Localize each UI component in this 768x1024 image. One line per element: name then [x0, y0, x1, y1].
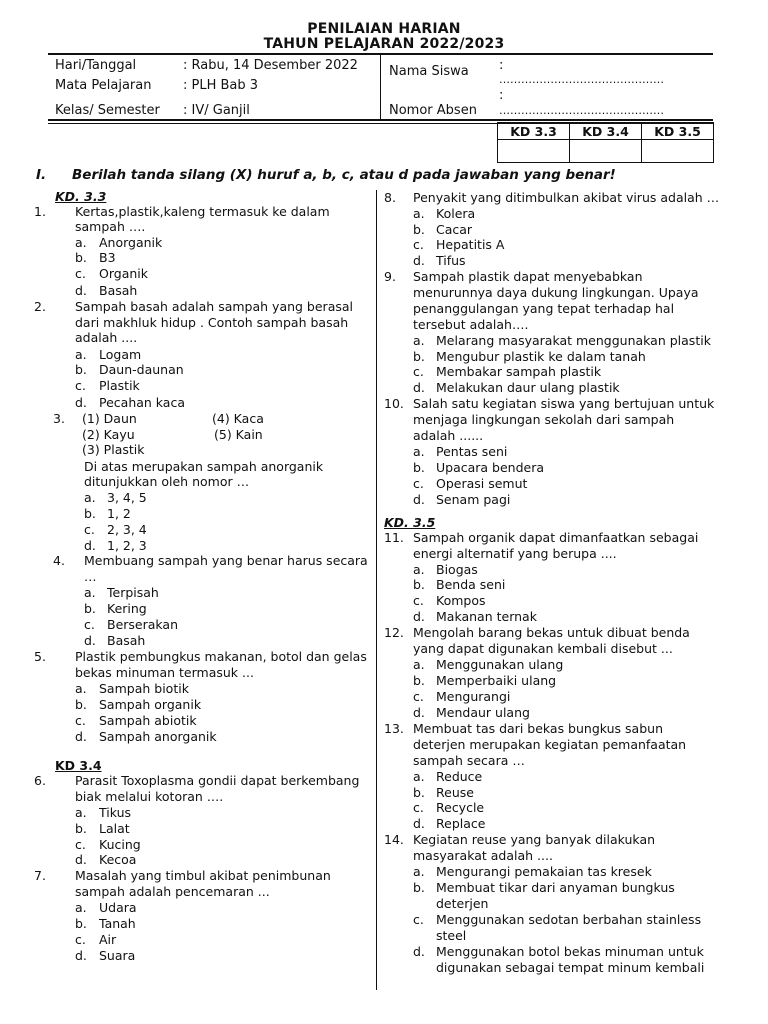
q3-item: (4) Kaca	[212, 411, 264, 426]
q10-option-label[interactable]: b.	[413, 460, 425, 475]
q6-option[interactable]: Kucing	[99, 837, 141, 852]
q7-option[interactable]: Air	[99, 932, 117, 947]
q13-option-label[interactable]: d.	[413, 816, 425, 831]
q1-option[interactable]: Anorganik	[99, 235, 163, 250]
q14-option[interactable]: Membuat tikar dari anyaman bungkus	[436, 880, 675, 895]
instruction	[36, 167, 616, 183]
q10-option[interactable]: Upacara bendera	[436, 460, 545, 475]
q4-text: …	[84, 569, 97, 584]
kd-header-3-3: KD 3.3	[498, 123, 570, 140]
q1-option[interactable]: B3	[99, 250, 116, 265]
q5-option[interactable]: Sampah organik	[99, 697, 202, 712]
q13-text: deterjen merupakan kegiatan pemanfaatan	[413, 737, 687, 752]
q13-option[interactable]: Reduce	[436, 769, 483, 784]
q3-option-label[interactable]: d.	[84, 538, 96, 553]
q11-option-label[interactable]: d.	[413, 609, 425, 624]
q12-option[interactable]: Memperbaiki ulang	[436, 673, 557, 688]
q6-option-label[interactable]: b.	[75, 821, 87, 836]
q5-text: Plastik pembungkus makanan, botol dan gelas	[75, 649, 367, 664]
q10-option-label[interactable]: d.	[413, 492, 425, 507]
q9-option-label[interactable]: b.	[413, 349, 425, 364]
q1-text: Kertas,plastik,kaleng termasuk ke dalam	[75, 204, 330, 219]
q3-item: (3) Plastik	[82, 442, 145, 457]
q1-option[interactable]: Basah	[99, 283, 138, 298]
q7-option[interactable]: Tanah	[99, 916, 136, 931]
q3-option[interactable]: 1, 2, 3	[107, 538, 147, 553]
q13-option-label[interactable]: c.	[413, 800, 424, 815]
subject-value: : PLH Bab 3	[183, 78, 259, 93]
q13-option[interactable]: Replace	[436, 816, 486, 831]
q10-option-label[interactable]: c.	[413, 476, 424, 491]
q11-option-label[interactable]: a.	[413, 562, 425, 577]
q2-option[interactable]: Daun-daunan	[99, 362, 184, 377]
q2-option[interactable]: Plastik	[99, 378, 140, 393]
q8-number: 8.	[384, 190, 396, 205]
q12-option[interactable]: Mengurangi	[436, 689, 511, 704]
q8-option-label[interactable]: a.	[413, 206, 425, 221]
absent-number-label: Nomor Absen	[389, 103, 477, 118]
q4-option-label[interactable]: c.	[84, 617, 95, 632]
date-value: : Rabu, 14 Desember 2022	[183, 58, 358, 73]
q2-option-label[interactable]: b.	[75, 362, 87, 377]
q5-text: bekas minuman termasuk ...	[75, 665, 254, 680]
absent-number-field[interactable]: ………………………………………	[499, 104, 664, 117]
kd-header-3-4: KD 3.4	[570, 123, 642, 140]
q3-option-label[interactable]: a.	[84, 490, 96, 505]
q11-option-label[interactable]: b.	[413, 577, 425, 592]
q7-option[interactable]: Udara	[99, 900, 137, 915]
q14-option[interactable]: Menggunakan botol bekas minuman untuk	[436, 944, 704, 959]
q12-option-label[interactable]: c.	[413, 689, 424, 704]
subject-label: Mata Pelajaran	[55, 78, 152, 93]
q10-text: adalah ......	[413, 428, 484, 443]
q1-option-label[interactable]: a.	[75, 235, 87, 250]
q11-option[interactable]: Biogas	[436, 562, 478, 577]
q13-option[interactable]: Recycle	[436, 800, 485, 815]
column-separator	[376, 190, 377, 990]
q8-option-label[interactable]: c.	[413, 237, 424, 252]
date-label: Hari/Tanggal	[55, 58, 137, 73]
q6-option[interactable]: Lalat	[99, 821, 130, 836]
q4-option[interactable]: Basah	[107, 633, 146, 648]
q3-item: (2) Kayu	[82, 427, 135, 442]
q3-option[interactable]: 3, 4, 5	[107, 490, 147, 505]
q2-option-label[interactable]: a.	[75, 347, 87, 362]
kd-score-3-4[interactable]	[570, 140, 642, 163]
q10-text: menjaga lingkungan sekolah dari sampah	[413, 412, 675, 427]
q6-option[interactable]: Tikus	[99, 805, 132, 820]
q9-option[interactable]: Melarang masyarakat menggunakan plastik	[436, 333, 711, 348]
q5-number: 5.	[34, 649, 46, 664]
q6-text: Parasit Toxoplasma gondii dapat berkembang	[75, 773, 360, 788]
exam-subtitle: TAHUN PELAJARAN 2022/2023	[263, 36, 505, 52]
class-label: Kelas/ Semester	[55, 103, 160, 118]
kd-score-3-3[interactable]	[498, 140, 570, 163]
q14-option-label[interactable]: a.	[413, 864, 425, 879]
q14-option[interactable]: digunakan sebagai tempat minum kembali	[436, 960, 705, 975]
q6-text: biak melalui kotoran ….	[75, 789, 224, 804]
q5-option-label[interactable]: a.	[75, 681, 87, 696]
q14-option[interactable]: Menggunakan sedotan berbahan stainless	[436, 912, 702, 927]
q6-number: 6.	[34, 773, 46, 788]
q2-text: adalah ....	[75, 330, 138, 345]
q8-option-label[interactable]: d.	[413, 253, 425, 268]
q8-option[interactable]: Cacar	[436, 222, 473, 237]
q2-option-label[interactable]: c.	[75, 378, 86, 393]
q13-text: sampah secara …	[413, 753, 525, 768]
q5-option-label[interactable]: c.	[75, 713, 86, 728]
q5-option-label[interactable]: d.	[75, 729, 87, 744]
q9-option-label[interactable]: a.	[413, 333, 425, 348]
q11-option[interactable]: Makanan ternak	[436, 609, 537, 624]
q7-text: Masalah yang timbul akibat penimbunan	[75, 868, 331, 883]
kd-3-4-heading: KD 3.4	[55, 758, 102, 773]
q3-item: (1) Daun	[82, 411, 137, 426]
q4-number: 4.	[53, 553, 65, 568]
q14-option[interactable]: steel	[436, 928, 467, 943]
header-divider	[380, 54, 381, 120]
q1-option-label[interactable]: d.	[75, 283, 87, 298]
q14-option-label[interactable]: c.	[413, 912, 424, 927]
q5-option[interactable]: Sampah abiotik	[99, 713, 197, 728]
exam-title: PENILAIAN HARIAN	[307, 21, 461, 37]
q4-option[interactable]: Terpisah	[107, 585, 159, 600]
q13-text: Membuat tas dari bekas bungkus sabun	[413, 721, 663, 736]
q7-number: 7.	[34, 868, 46, 883]
q8-option-label[interactable]: b.	[413, 222, 425, 237]
q11-text: energi alternatif yang berupa ....	[413, 546, 617, 561]
q14-option[interactable]: Mengurangi pemakaian tas kresek	[436, 864, 652, 879]
q3-number: 3.	[53, 411, 65, 426]
q3-option-label[interactable]: b.	[84, 506, 96, 521]
q7-option-label[interactable]: a.	[75, 900, 87, 915]
q12-text: yang dapat digunakan kembali disebut ...	[413, 641, 673, 656]
q14-option-label[interactable]: b.	[413, 880, 425, 895]
student-name-field[interactable]: ………………………………………	[499, 73, 664, 86]
q2-text: Sampah basah adalah sampah yang berasal	[75, 299, 354, 314]
q6-option-label[interactable]: d.	[75, 852, 87, 867]
q1-option-label[interactable]: b.	[75, 250, 87, 265]
q8-option[interactable]: Tifus	[436, 253, 466, 268]
q13-option[interactable]: Reuse	[436, 785, 474, 800]
q1-option[interactable]: Organik	[99, 266, 148, 281]
q9-number: 9.	[384, 269, 396, 284]
q9-option[interactable]: Melakukan daur ulang plastik	[436, 380, 620, 395]
q3-option[interactable]: 1, 2	[107, 506, 131, 521]
q2-option-label[interactable]: d.	[75, 395, 87, 410]
q7-option-label[interactable]: b.	[75, 916, 87, 931]
q5-option-label[interactable]: b.	[75, 697, 87, 712]
q1-option-label[interactable]: c.	[75, 266, 86, 281]
q1-text: sampah ….	[75, 219, 146, 234]
q12-text: Mengolah barang bekas untuk dibuat benda	[413, 625, 690, 640]
q2-option[interactable]: Logam	[99, 347, 142, 362]
q4-option[interactable]: Kering	[107, 601, 147, 616]
student-name-label: Nama Siswa	[389, 64, 469, 79]
q7-option-label[interactable]: c.	[75, 932, 86, 947]
q12-option-label[interactable]: a.	[413, 657, 425, 672]
absent-number-colon: :	[499, 88, 504, 103]
q9-option-label[interactable]: d.	[413, 380, 425, 395]
class-value: : IV/ Ganjil	[183, 103, 250, 118]
q4-option-label[interactable]: d.	[84, 633, 96, 648]
q10-number: 10.	[384, 396, 404, 411]
q7-option-label[interactable]: d.	[75, 948, 87, 963]
q5-option[interactable]: Sampah anorganik	[99, 729, 217, 744]
q1-number: 1.	[34, 204, 46, 219]
q6-option[interactable]: Kecoa	[99, 852, 137, 867]
instruction-text: Berilah tanda silang (X) huruf a, b, c, atau d pada jawaban yang benar!	[72, 167, 616, 183]
q4-text: Membuang sampah yang benar harus secara	[84, 553, 368, 568]
q9-text: tersebut adalah….	[413, 317, 529, 332]
q6-option-label[interactable]: a.	[75, 805, 87, 820]
q12-option[interactable]: Mendaur ulang	[436, 705, 530, 720]
q7-option[interactable]: Suara	[99, 948, 136, 963]
q10-text: Salah satu kegiatan siswa yang bertujuan untuk	[413, 396, 715, 411]
q4-option-label[interactable]: a.	[84, 585, 96, 600]
q11-option[interactable]: Benda seni	[436, 577, 506, 592]
q11-text: Sampah organik dapat dimanfaatkan sebagai	[413, 530, 699, 545]
q11-option[interactable]: Kompos	[436, 593, 486, 608]
q10-option[interactable]: Pentas seni	[436, 444, 508, 459]
q2-number: 2.	[34, 299, 46, 314]
q9-option[interactable]: Mengubur plastik ke dalam tanah	[436, 349, 646, 364]
q10-option[interactable]: Senam pagi	[436, 492, 511, 507]
kd-score-table	[497, 122, 714, 163]
q14-text: Kegiatan reuse yang banyak dilakukan	[413, 832, 656, 847]
q9-text: penanggulangan yang tepat terhadap hal	[413, 301, 675, 316]
q12-option-label[interactable]: d.	[413, 705, 425, 720]
q3-option[interactable]: 2, 3, 4	[107, 522, 147, 537]
q4-option[interactable]: Berserakan	[107, 617, 179, 632]
q13-number: 13.	[384, 721, 404, 736]
q3-text: Di atas merupakan sampah anorganik	[84, 459, 324, 474]
kd-score-3-5[interactable]	[642, 140, 714, 163]
q5-option[interactable]: Sampah biotik	[99, 681, 189, 696]
student-name-colon: :	[499, 58, 504, 73]
instruction-number: I.	[36, 167, 47, 183]
q2-text: dari makhluk hidup . Contoh sampah basah	[75, 315, 349, 330]
q3-item: (5) Kain	[214, 427, 263, 442]
kd-3-5-heading: KD. 3.5	[384, 515, 436, 530]
q3-text: ditunjukkan oleh nomor …	[84, 474, 250, 489]
q8-option[interactable]: Hepatitis A	[436, 237, 505, 252]
q3-option-label[interactable]: c.	[84, 522, 95, 537]
q9-text: menurunnya daya dukung lingkungan. Upaya	[413, 285, 699, 300]
q12-number: 12.	[384, 625, 404, 640]
q14-option-label[interactable]: d.	[413, 944, 425, 959]
q14-text: masyarakat adalah ....	[413, 848, 553, 863]
q13-option-label[interactable]: b.	[413, 785, 425, 800]
q12-option-label[interactable]: b.	[413, 673, 425, 688]
q9-option-label[interactable]: c.	[413, 364, 424, 379]
q11-option-label[interactable]: c.	[413, 593, 424, 608]
q2-option[interactable]: Pecahan kaca	[99, 395, 186, 410]
kd-header-3-5: KD 3.5	[642, 123, 714, 140]
q4-option-label[interactable]: b.	[84, 601, 96, 616]
q14-option[interactable]: deterjen	[436, 896, 489, 911]
q12-option[interactable]: Menggunakan ulang	[436, 657, 564, 672]
q10-option-label[interactable]: a.	[413, 444, 425, 459]
q9-option[interactable]: Membakar sampah plastik	[436, 364, 602, 379]
q11-number: 11.	[384, 530, 404, 545]
q14-number: 14.	[384, 832, 404, 847]
kd-3-3-heading: KD. 3.3	[55, 189, 107, 204]
q8-option[interactable]: Kolera	[436, 206, 476, 221]
q8-text: Penyakit yang ditimbulkan akibat virus adalah …	[413, 190, 720, 205]
q13-option-label[interactable]: a.	[413, 769, 425, 784]
q7-text: sampah adalah pencemaran ...	[75, 884, 270, 899]
q9-text: Sampah plastik dapat menyebabkan	[413, 269, 643, 284]
q6-option-label[interactable]: c.	[75, 837, 86, 852]
q10-option[interactable]: Operasi semut	[436, 476, 528, 491]
